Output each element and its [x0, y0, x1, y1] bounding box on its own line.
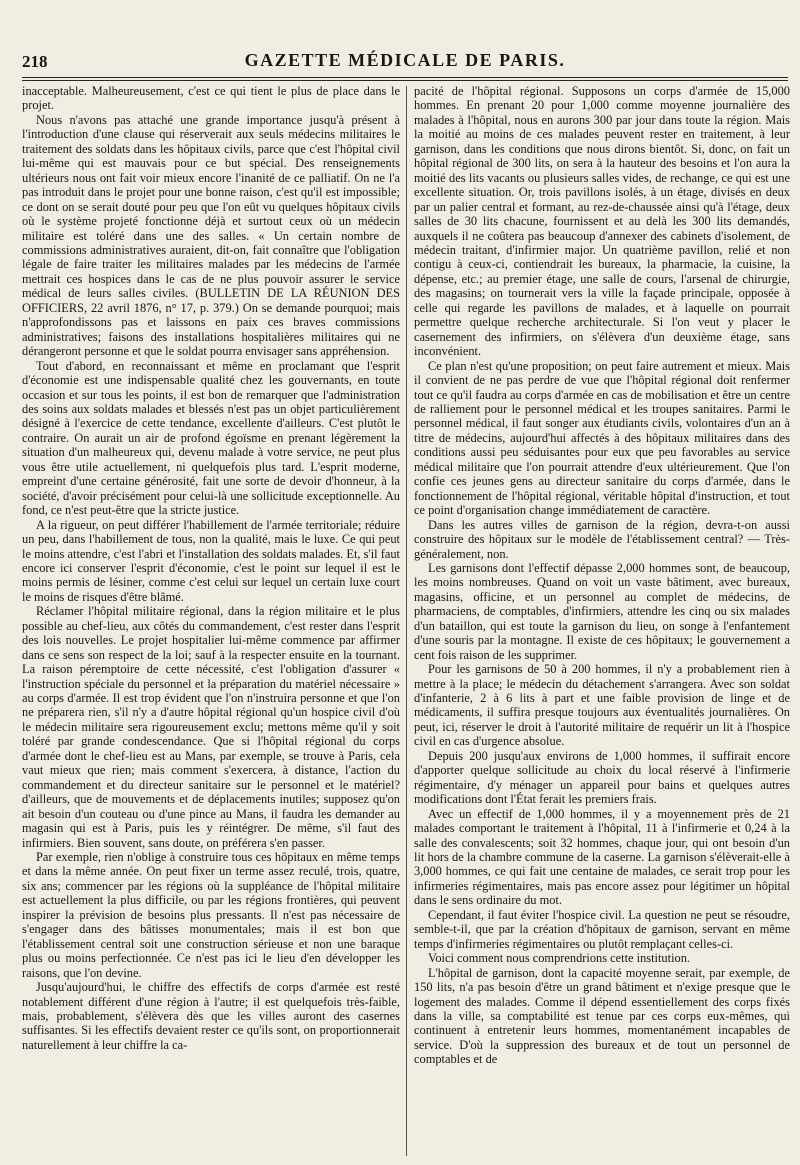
right-column — [414, 84, 790, 1159]
paragraph: Les garnisons dont l'effectif dépasse 2,000 hommes sont, de beaucoup, les moins nombreuses. Quand on voit un vaste bâtiment, avec bureaux, magasins, officine, et un personnel au complet de médecins, de pharmaciens, de comptables, d'infirmiers, attendre les cinq ou six malades d'un bataillon, qui est toute la garnison du lieu, on songe à l'enfantement d'une souris par la montagne. Il existe de ces hôpitaux; le gouvernement a cent fois raison de les supprimer. — [414, 560, 790, 662]
paragraph: Nous n'avons pas attaché une grande importance jusqu'à présent à l'introduction d'une clause qui réserverait aux seuls médecins militaires le traitement des soldats dans les hôpitaux civils, parce que c'est l'hôpital civil lui-même qui est mauvais pour ce but spécial. Des renseignements ultérieurs nous ont fait voir mieux encore l'inanité de ce palliatif. On ne l'a pas introduit dans le projet pour une bonne raison, c'est qu'il est impossible; ce dont on se serait douté pour peu que l'on eût vu quelques hôpitaux civils où le système projeté fonctionne déjà et surtout ceux où un médecin militaire est toléré dans une des salles. « Un certain nombre de commissions administratives auraient, dit-on, fait connaître que l'obligation légale de faire traiter les militaires malades par les médecins de l'armée mettrait ces hospices dans le cas de ne plus pouvoir assurer le service médical de leurs salles civiles. (BULLETIN DE LA RÉUNION DES OFFICIERS, 22 avril 1876, n° 17, p. 379.) On se demande pourquoi; mais n'approfondissons pas et laissons en paix ces braves commissions administratives; faisons des installations hospitalières militaires qui ne dérangeront personne et que le soldat pourra envisager sans appréhension. — [22, 112, 400, 359]
paragraph: Ce plan n'est qu'une proposition; on peut faire autrement et mieux. Mais il convient de ne pas perdre de vue que l'hôpital régional doit renfermer tout ce qu'il faudra au corps d'armée en cas de mobilisation et être un centre de ralliement pour le personnel médical et les troupes sanitaires. Parmi le personnel médical, il faut songer aux étudiants civils, volontaires d'un an à titre de médecins, aujourd'hui affectés à des hôpitaux militaires dans des conditions aussi peu séduisantes pour eux que peu favorables au service médical militaire que l'on pourrait attendre d'eux ultérieurement. Que l'on confie ces jeunes gens au directeur sanitaire du corps d'armée, dans le fonctionnement de l'hôpital régional, véritable hôpital d'instruction, et tout ce point d'organisation change immédiatement de caractère. — [414, 358, 790, 518]
page-header — [22, 50, 788, 76]
paragraph: Avec un effectif de 1,000 hommes, il y a moyennement près de 21 malades comportant le traitement à l'hôpital, 11 à l'infirmerie et 0,24 à la salle des convalescents; soit 32 hommes, chaque jour, qui ont besoin d'un lit hors de la chambre commune de la caserne. La garnison s'élèverait-elle à 3,000 hommes, ce qui fait une centaine de malades, ce serait trop pour les infirmeries régimentaires, mais pas encore assez pour légitimer un hôpital dans le sens ordinaire du mot. — [414, 806, 790, 908]
paragraph: A la rigueur, on peut différer l'habillement de l'armée territoriale; réduire un peu, dans l'habillement de tous, non la qualité, mais le luxe. Ce qui peut le moins attendre, c'est l'abri et l'installation des soldats malades. Et, s'il faut encore ici conserver l'esprit d'économie, c'est le point sur lequel il est le moins permis de lésiner, comme c'est celui sur lequel un certain luxe court le moins de risques d'être blâmé. — [22, 517, 400, 604]
paragraph: Tout d'abord, en reconnaissant et même en proclamant que l'esprit d'économie est une indispensable qualité chez les gouvernants, en toute occasion et sur tous les points, il est bon de remarquer que l'administration des soins aux soldats malades et blessés n'est pas un objet particulièrement désigné à l'exercice de cette tendance, excellente d'ailleurs. C'est plutôt le contraire. On aurait un air de profond égoïsme en prenant légèrement la situation d'un malheureux qui, devenu malade à votre service, ne peut plus vous être utile actuellement, ni quelquefois plus tard. L'esprit moderne, empreint d'une certaine générosité, fait une sorte de devoir d'honneur, à la société, d'avoir précisément pour celui-là une sollicitude exceptionnelle. Au fond, ce n'est peut-être que la stricte justice. — [22, 358, 400, 518]
paragraph: Depuis 200 jusqu'aux environs de 1,000 hommes, il suffirait encore d'apporter quelque sollicitude au choix du local réservé à l'infirmerie régimentaire, d'y ménager un appareil pour bains et quelques autres modifications dont l'État ferait les premiers frais. — [414, 748, 790, 807]
left-column — [22, 84, 400, 1159]
header-rule-thin — [22, 80, 788, 81]
paragraph: L'hôpital de garnison, dont la capacité moyenne serait, par exemple, de 150 lits, n'a pas besoin d'être un grand bâtiment et n'exige presque que le logement des malades. Comme il dépend essentiellement des corps fixés dans la ville, sa comptabilité est tenue par ces corps eux-mêmes, qui continuent à entretenir leurs hommes, momentanément incapables de service. D'où la suppression des bureaux et de tout un personnel de comptables et de — [414, 965, 790, 1067]
column-divider — [406, 86, 407, 1156]
paragraph: pacité de l'hôpital régional. Supposons un corps d'armée de 15,000 hommes. En prenant 20 pour 1,000 comme moyenne journalière des malades à l'hôpital, nous en aurons 300 par jour dans toute la région. Mais la moitié au moins de ces malades peuvent rester en traitement, à leur garnison, dans les conditions que nous dirons bientôt. Si, donc, on fait un hôpital régional de 300 lits, on sera à la hauteur des besoins et l'on aura la moitié des lits vacants ou plusieurs salles vides, de rechange, ce qui est une excellente situation. Or, trois pavillons isolés, à un étage, divisés en deux par un palier central et formant, au rez-de-chaussée ainsi qu'à l'étage, deux salles de 30 lits chacune, fournissent et au delà les 300 lits demandés, auxquels il ne coûtera pas beaucoup d'annexer des cabinets d'isolement, de médecin traitant, d'infirmier major. Un quatrième pavillon, relié et non contigu à ceux-ci, contiendrait les bureaux, la pharmacie, la cuisine, la dépense, etc.; au premier étage, une salle de cours, l'arsenal de chirurgie, des magasins; on tournerait vers la ville la façade principale, opposée à celle qui regarde les pavillons de malades, et à laquelle on pourrait permettre quelque recherche architecturale. Si l'on veut y placer le casernement des infirmiers, on s'élèvera d'un deuxième étage, sans inconvénient. — [414, 84, 790, 359]
paragraph: Réclamer l'hôpital militaire régional, dans la région militaire et le plus possible au chef-lieu, aux côtés du commandement, c'est rester dans l'esprit des lois nouvelles. Le projet hospitalier lui-même commence par affirmer dans ce sens son respect de la loi; sauf à la respecter ensuite en la tournant. La raison péremptoire de cette nécessité, c'est l'obligation d'assurer « l'instruction spéciale du personnel et la préparation du matériel nécessaire » au corps d'armée. Il est trop évident que l'on n'instruira personne et que l'on ne préparera rien, s'il n'y a d'autre hôpital régional qu'un hospice civil d'où le médecin militaire sera rigoureusement exclu; mettons même qu'il y soit toléré par grande condescendance. Que si l'hôpital régional du corps d'armée dont le chef-lieu est au Mans, par exemple, se trouve à Paris, cela vaut mieux que rien; mais comment s'exercera, à distance, l'action du commandement et du directeur sanitaire sur le personnel et le matériel? d'ailleurs, que de mouvements et de déplacements inutiles; supposez qu'on ait besoin d'un couteau ou d'une pince au Mans, il faudra les demander au magasin qui est à Paris, puis les y réintégrer. De même, s'il faut des infirmiers. Bien souvent, sans doute, on préférera s'en passer. — [22, 604, 400, 850]
paragraph: Jusqu'aujourd'hui, le chiffre des effectifs de corps d'armée est resté notablement différent d'une région à l'autre; il est quelquefois très-faible, mais, probablement, s'élèvera dès que les villes auront des casernes suffisantes. Si les effectifs devaient rester ce qu'ils sont, on proportionnerait naturellement à leur chiffre la ca- — [22, 980, 400, 1052]
paragraph: Pour les garnisons de 50 à 200 hommes, il n'y a probablement rien à mettre à la place; le médecin du détachement s'arrangera. Avec son soldat d'infanterie, 2 à 6 lits à part et une faible provision de linge et de médicaments, il suffira presque toujours aux éventualités journalières. On peut, ici, réserver le droit à l'autorité militaire de requérir un lit à l'hospice civil en cas d'urgence absolue. — [414, 662, 790, 749]
header-rule — [22, 77, 788, 78]
paragraph: Cependant, il faut éviter l'hospice civil. La question ne peut se résoudre, semble-t-il, que par la création d'hôpitaux de garnison, servant en même temps d'infirmeries régimentaires ou plutôt remplaçant celles-ci. — [414, 907, 790, 951]
paragraph: Par exemple, rien n'oblige à construire tous ces hôpitaux en même temps et dans la même année. On peut fixer un terme assez reculé, trois, quatre, six ans; commencer par les régions où la suppléance de l'hôpital militaire est actuellement la plus difficile, ou par les régions frontières, qui peuvent inspirer la prévision de besoins plus pressants. Il n'est pas nécessaire de s'engager dans des bâtisses monumentales; mais il est bon que l'établissement central soit une construction sérieuse et non une baraque plus ou moins perfectionnée. Ce n'est pas ici le lieu d'en développer les raisons, que l'on devine. — [22, 850, 400, 980]
paragraph: Voici comment nous comprendrions cette institution. — [428, 951, 690, 966]
paragraph: Dans les autres villes de garnison de la région, devra-t-on aussi construire des hôpitaux sur le modèle de l'établissement central? — Très-généralement, non. — [414, 517, 790, 561]
journal-title: GAZETTE MÉDICALE DE PARIS. — [244, 50, 566, 70]
paragraph: inacceptable. Malheureusement, c'est ce qui tient le plus de place dans le projet. — [22, 84, 400, 113]
page-number: 218 — [22, 52, 48, 71]
